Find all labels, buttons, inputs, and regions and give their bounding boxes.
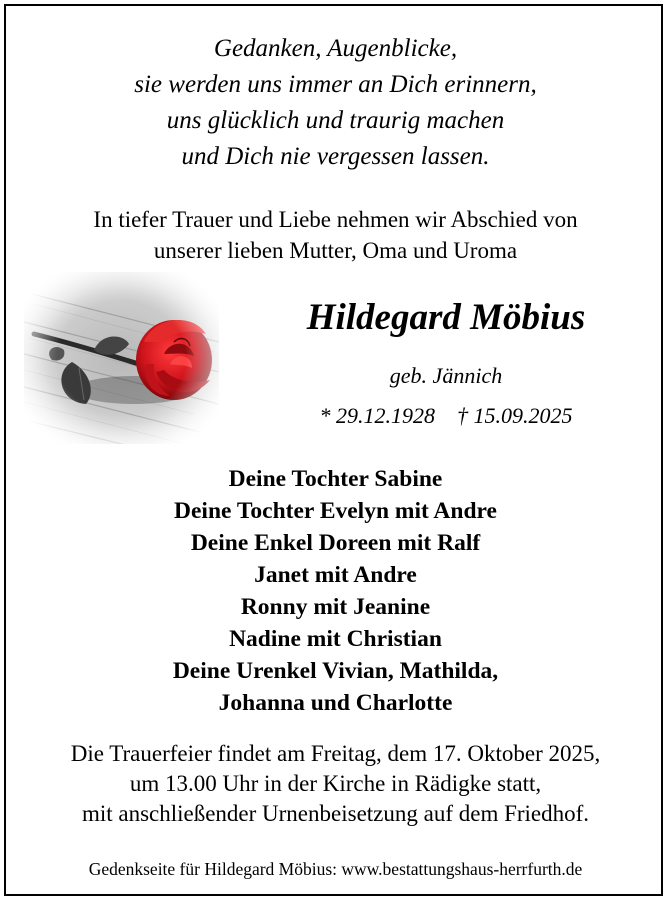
obituary-frame [4,4,663,896]
memorial-page-link[interactable]: Gedenkseite für Hildegard Möbius: www.bestattungshaus-herrfurth.de [88,859,583,879]
service-line: Die Trauerfeier findet am Freitag, dem 17. Oktober 2025, [70,741,601,766]
family-line: Johanna und Charlotte [218,690,453,716]
intro-text [6,204,665,266]
birth-name: geb. Jännich [389,363,503,388]
family-line: Nadine mit Christian [229,626,442,652]
service-info [6,739,665,829]
service-line: mit anschließender Urnenbeisetzung auf dem Friedhof. [81,801,590,826]
poem-line: sie werden uns immer an Dich erinnern, [134,71,537,98]
life-dates: * 29.12.1928 † 15.09.2025 [319,403,573,428]
intro-line: In tiefer Trauer und Liebe nehmen wir Abschied von [93,207,578,232]
family-line: Ronny mit Jeanine [240,594,431,620]
poem-line: Gedanken, Augenblicke, [213,35,458,62]
intro-line: unserer lieben Mutter, Oma und Uroma [153,238,518,263]
family-line: Deine Tochter Evelyn mit Andre [174,498,497,524]
family-line: Deine Tochter Sabine [228,466,443,492]
red-rose-photo-icon [24,272,219,444]
family-line: Deine Urenkel Vivian, Mathilda, [172,658,499,684]
family-list [6,463,665,719]
poem-line: uns glücklich und traurig machen [166,107,505,134]
family-line: Deine Enkel Doreen mit Ralf [190,530,481,556]
deceased-name: Hildegard Möbius [306,297,586,338]
service-line: um 13.00 Uhr in der Kirche in Rädigke statt, [129,771,542,796]
poem [6,31,665,175]
poem-line: und Dich nie vergessen lassen. [181,143,490,170]
family-line: Janet mit Andre [254,562,417,588]
